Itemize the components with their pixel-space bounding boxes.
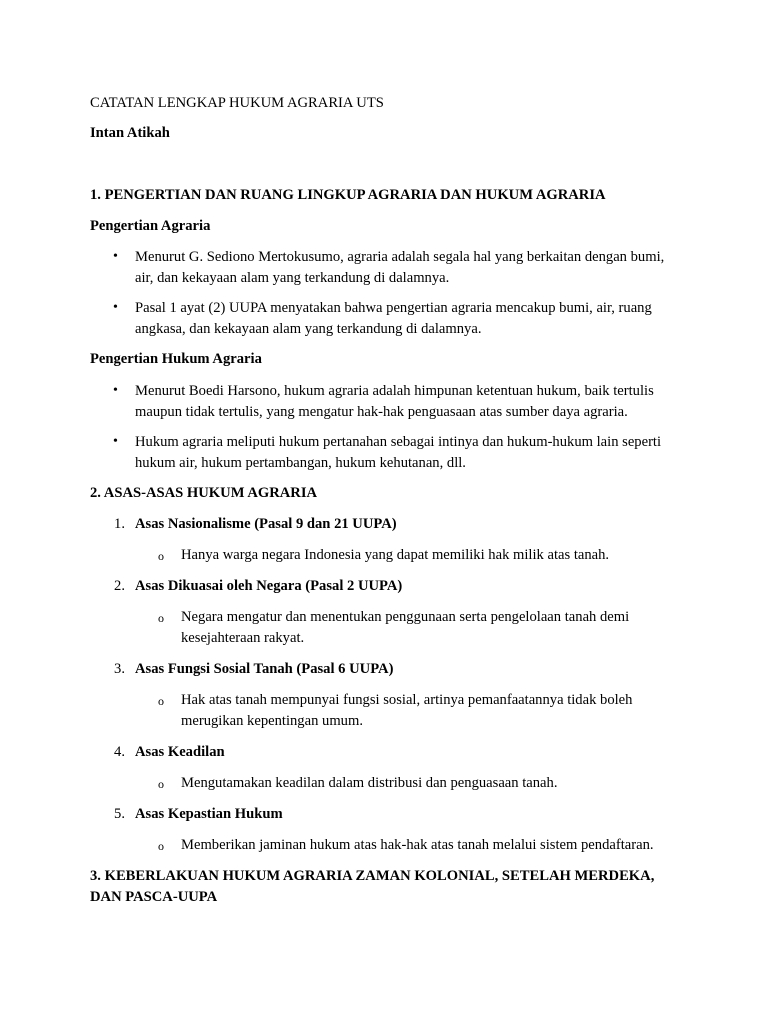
document-author: Intan Atikah (90, 125, 170, 141)
asas-item-detail: Hak atas tanah mempunyai fungsi sosial, artinya pemanfaatannya tidak boleh merugikan kepentingan umum. (181, 692, 633, 729)
list-number: 3. (114, 661, 125, 677)
document-title: CATATAN LENGKAP HUKUM AGRARIA UTS (90, 95, 384, 111)
sub-bullet-marker: o (158, 777, 164, 791)
section-1-sub-1-heading: Pengertian Agraria (90, 218, 211, 234)
sub-bullet-marker: o (158, 839, 164, 853)
bullet-marker: • (113, 249, 118, 264)
asas-item-title: Asas Fungsi Sosial Tanah (Pasal 6 UUPA) (135, 661, 394, 677)
section-1-sub-2-heading: Pengertian Hukum Agraria (90, 351, 262, 367)
bullet-marker: • (113, 300, 118, 315)
section-1-sub-1-bullet-2: Pasal 1 ayat (2) UUPA menyatakan bahwa pengertian agraria mencakup bumi, air, ruang angkasa, dan kekayaan alam yang terkandung di dalamnya. (135, 300, 652, 337)
list-number: 5. (114, 806, 125, 822)
section-1-sub-2-bullet-1: Menurut Boedi Harsono, hukum agraria adalah himpunan ketentuan hukum, baik tertulis maupun tidak tertulis, yang mengatur hak-hak penguasaan atas sumber daya agraria. (135, 383, 654, 420)
asas-item-detail: Mengutamakan keadilan dalam distribusi dan penguasaan tanah. (181, 775, 558, 791)
sub-bullet-marker: o (158, 694, 164, 708)
asas-item-title: Asas Dikuasai oleh Negara (Pasal 2 UUPA) (135, 578, 403, 594)
asas-item-detail: Hanya warga negara Indonesia yang dapat memiliki hak milik atas tanah. (181, 547, 610, 563)
bullet-marker: • (113, 434, 118, 449)
sub-bullet-marker: o (158, 549, 164, 563)
section-1-sub-1-bullet-1: Menurut G. Sediono Mertokusumo, agraria adalah segala hal yang berkaitan dengan bumi, air, dan kekayaan alam yang terkandung di dalamnya. (135, 249, 665, 286)
section-3-heading-line-1: 3. KEBERLAKUAN HUKUM AGRARIA ZAMAN KOLONIAL, SETELAH MERDEKA, (90, 868, 655, 884)
asas-item-title: Asas Keadilan (135, 744, 225, 760)
list-number: 4. (114, 744, 125, 760)
section-2-heading: 2. ASAS-ASAS HUKUM AGRARIA (90, 485, 318, 501)
asas-item-title: Asas Nasionalisme (Pasal 9 dan 21 UUPA) (135, 516, 397, 532)
section-1-sub-2-bullet-2: Hukum agraria meliputi hukum pertanahan sebagai intinya dan hukum-hukum lain seperti hukum air, hukum pertambangan, hukum kehutanan, dll. (135, 434, 662, 471)
list-number: 2. (114, 578, 125, 594)
list-number: 1. (114, 516, 125, 532)
bullet-marker: • (113, 383, 118, 398)
asas-item-detail: Negara mengatur dan menentukan penggunaan serta pengelolaan tanah demi kesejahteraan rakyat. (181, 609, 630, 646)
section-1-heading: 1. PENGERTIAN DAN RUANG LINGKUP AGRARIA DAN HUKUM AGRARIA (90, 187, 606, 203)
section-3-heading-line-2: DAN PASCA-UUPA (90, 889, 218, 905)
asas-item-title: Asas Kepastian Hukum (135, 806, 283, 822)
asas-item-detail: Memberikan jaminan hukum atas hak-hak atas tanah melalui sistem pendaftaran. (181, 837, 654, 853)
sub-bullet-marker: o (158, 611, 164, 625)
